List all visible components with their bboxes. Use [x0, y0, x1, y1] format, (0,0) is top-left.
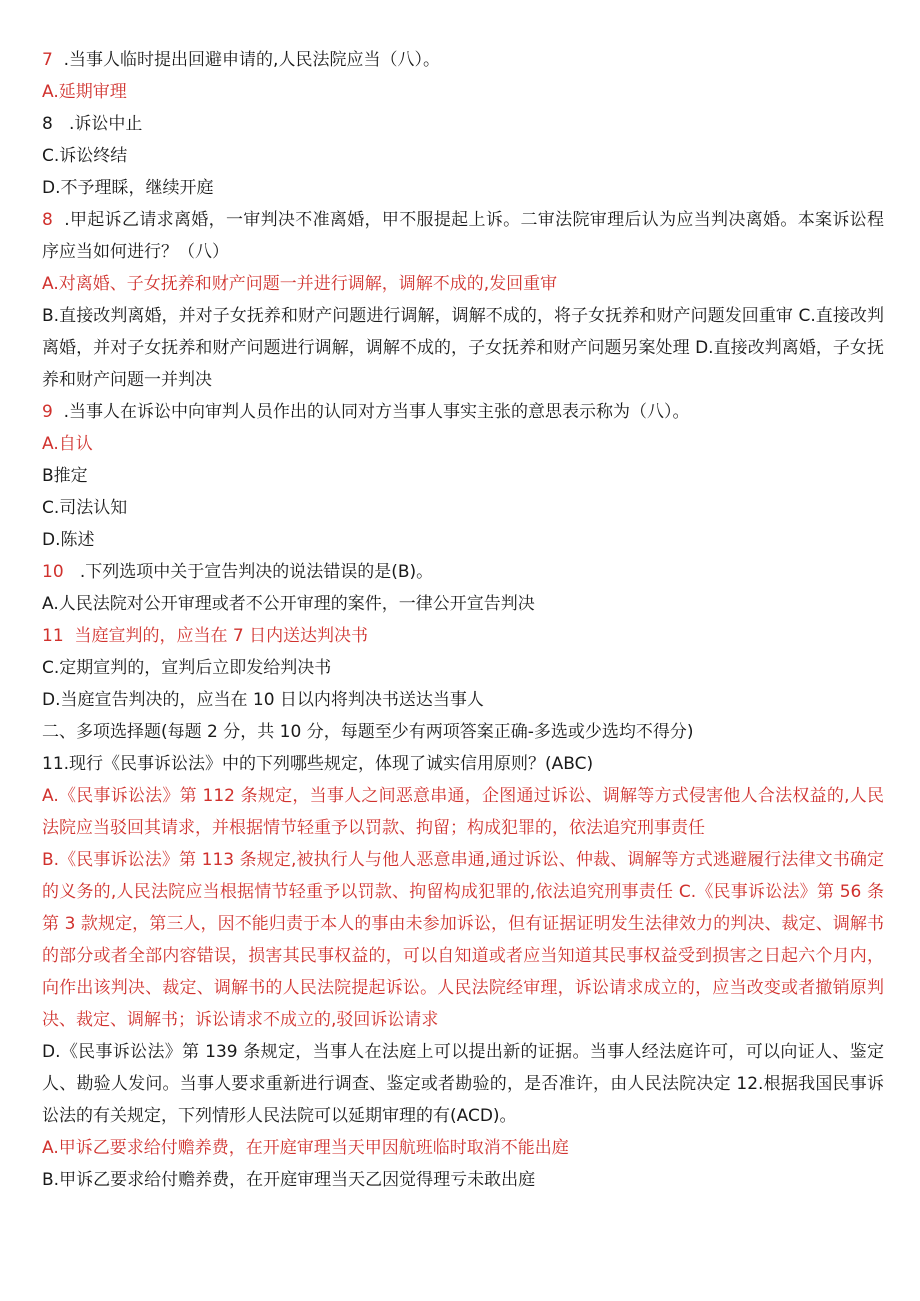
- answer-option-a: A.自认: [42, 434, 93, 454]
- option-d-and-question-12: D.《民事诉讼法》第 139 条规定，当事人在法庭上可以提出新的证据。当事人经法庭许可，可以向证人、鉴定人、勘验人发问。当事人要求重新进行调查、鉴定或者勘验的，是否准许，由人民法院决定 12.根据我国民事诉讼法的有关规定，下列情形人民法院可以延期审理的有(ACD)。: [42, 1042, 884, 1126]
- answer-option-a: A.延期审理: [42, 82, 127, 102]
- option-b: B.甲诉乙要求给付赡养费，在开庭审理当天乙因觉得理亏未敢出庭: [42, 1170, 536, 1190]
- option-d: D.陈述: [42, 530, 95, 550]
- options-b-c-d: B.直接改判离婚，并对子女抚养和财产问题进行调解，调解不成的，将子女抚养和财产问题发回重审 C.直接改判离婚，并对子女抚养和财产问题进行调解，调解不成的，子女抚养和财产问题另案处理 D.直接改判离婚，子女抚养和财产问题一并判决: [42, 306, 884, 390]
- question-8: 8 .甲起诉乙请求离婚，一审判决不准离婚，甲不服提起上诉。二审法院审理后认为应当判决离婚。本案诉讼程序应当如何进行？（八）: [42, 210, 884, 262]
- question-7: 7 .当事人临时提出回避申请的,人民法院应当（八）。: [42, 50, 440, 70]
- option-line: 8 .诉讼中止: [42, 114, 143, 134]
- option-a: A.人民法院对公开审理或者不公开审理的案件，一律公开宣告判决: [42, 594, 535, 614]
- option-c: C.司法认知: [42, 498, 128, 518]
- option-c: C.定期宣判的，宣判后立即发给判决书: [42, 658, 332, 678]
- question-10: 10 .下列选项中关于宣告判决的说法错误的是(B)。: [42, 562, 434, 582]
- question-11: 11.现行《民事诉讼法》中的下列哪些规定，体现了诚实信用原则？(ABC): [42, 754, 594, 774]
- section-heading: 二、多项选择题(每题 2 分，共 10 分，每题至少有两项答案正确-多选或少选均不得分): [42, 722, 694, 742]
- answer-option-a: A.甲诉乙要求给付赡养费，在开庭审理当天甲因航班临时取消不能出庭: [42, 1138, 569, 1158]
- option-c: C.诉讼终结: [42, 146, 128, 166]
- question-9: 9 .当事人在诉讼中向审判人员作出的认同对方当事人事实主张的意思表示称为（八）。: [42, 402, 690, 422]
- answer-options-b-c: B.《民事诉讼法》第 113 条规定,被执行人与他人恶意串通,通过诉讼、仲裁、调解等方式逃避履行法律文书确定的义务的,人民法院应当根据情节轻重予以罚款、拘留构成犯罪的,依法追究刑事责任 C.《民事诉讼法》第 56 条第 3 款规定，第三人，因不能归责于本人的事由未参加诉讼，但有证据证明发生法律效力的判决、裁定、调解书的部分或者全部内容错误，损害其民事权益的，可以自知道或者应当知道其民事权益受到损害之日起六个月内，向作出该判决、裁定、调解书的人民法院提起诉讼。人民法院经审理，诉讼请求成立的，应当改变或者撤销原判决、裁定、调解书；诉讼请求不成立的,驳回诉讼请求: [42, 850, 884, 1030]
- answer-option-b: 11 当庭宣判的，应当在 7 日内送达判决书: [42, 626, 369, 646]
- option-d: D.当庭宣告判决的，应当在 10 日以内将判决书送达当事人: [42, 690, 484, 710]
- option-d: D.不予理睬，继续开庭: [42, 178, 214, 198]
- answer-option-a: A.对离婚、子女抚养和财产问题一并进行调解，调解不成的,发回重审: [42, 274, 558, 294]
- answer-option-a: A.《民事诉讼法》第 112 条规定，当事人之间恶意串通，企图通过诉讼、调解等方式侵害他人合法权益的,人民法院应当驳回其请求，并根据情节轻重予以罚款、拘留；构成犯罪的，依法追究刑事责任: [42, 786, 884, 838]
- option-b: B推定: [42, 466, 88, 486]
